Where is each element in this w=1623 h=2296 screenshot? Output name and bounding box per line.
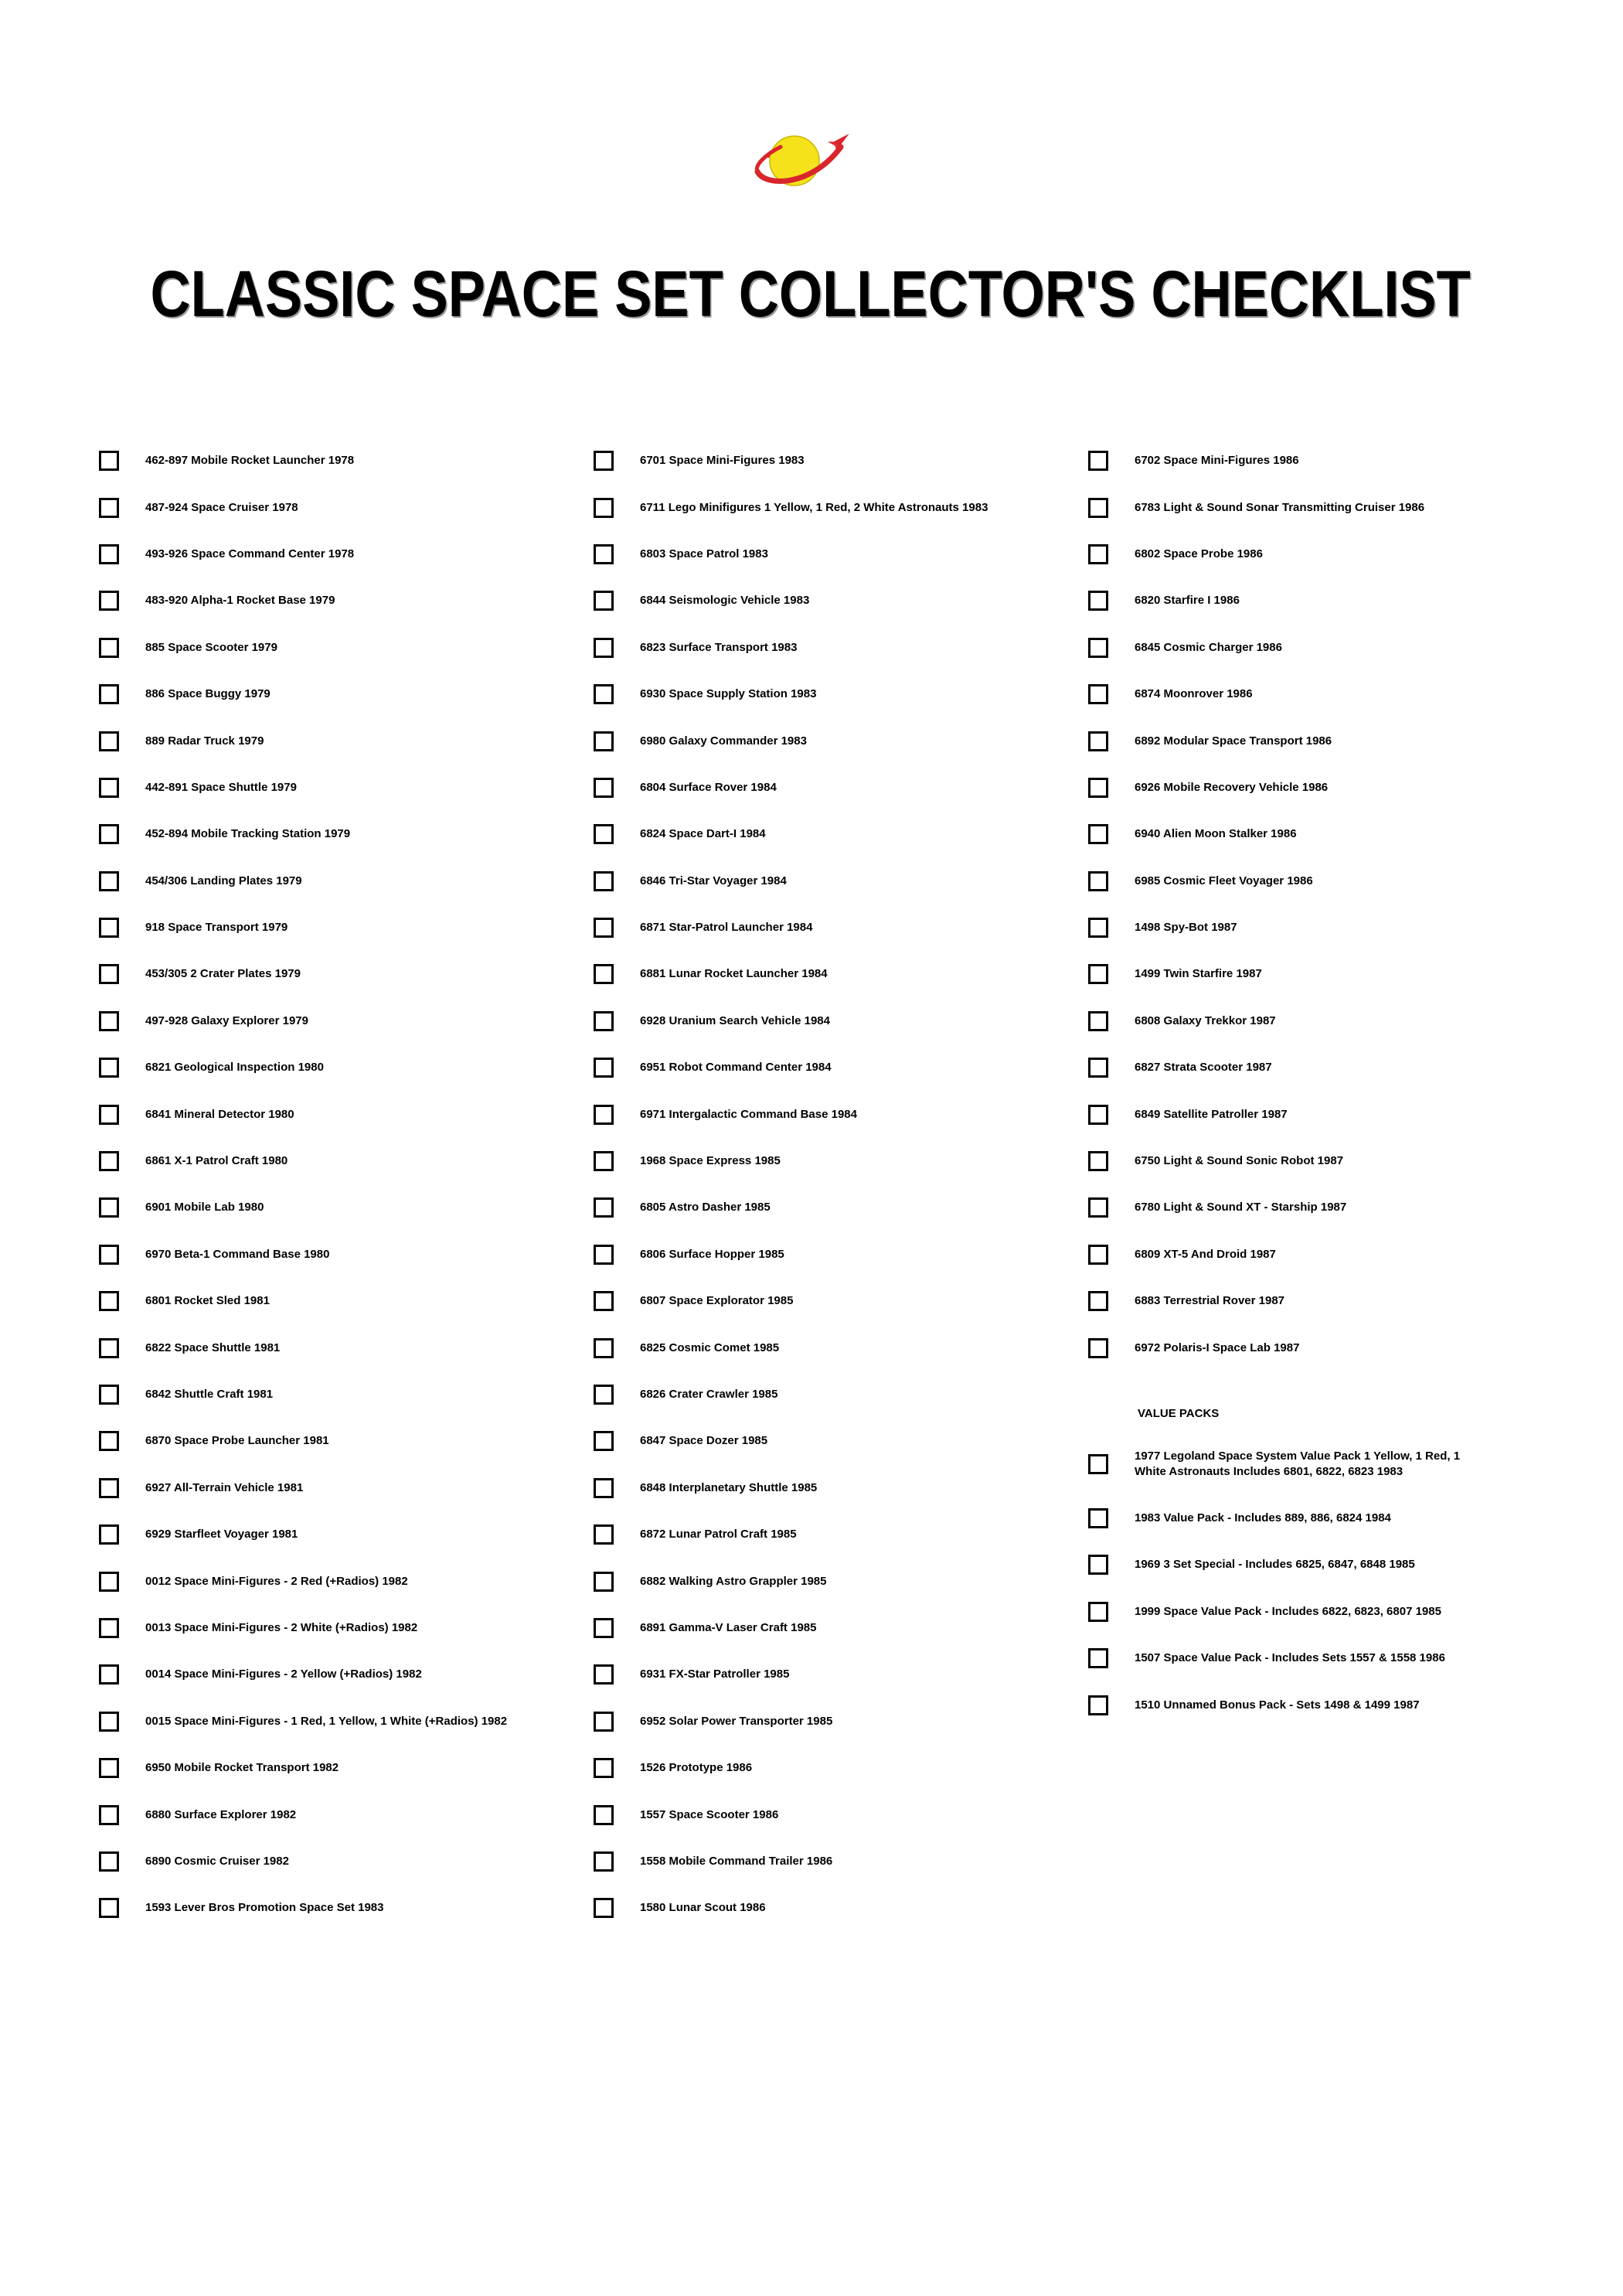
checkbox[interactable] [99, 871, 119, 891]
checklist-item-label: 6882 Walking Astro Grappler 1985 [640, 1574, 827, 1588]
checklist-item [1088, 671, 1567, 717]
checklist-item [594, 1324, 1073, 1371]
checklist-item-label: 6883 Terrestrial Rover 1987 [1135, 1294, 1285, 1308]
checklist-item [594, 625, 1073, 671]
checklist-item [1088, 811, 1567, 857]
checklist-item [99, 484, 578, 530]
checklist-item-label: 6780 Light & Sound XT - Starship 1987 [1135, 1201, 1347, 1214]
checkbox[interactable] [99, 918, 119, 938]
checklist-item [99, 1698, 578, 1745]
checklist-item [99, 1324, 578, 1371]
checklist-item-label: 1969 3 Set Special - Includes 6825, 6847, 6848 1985 [1135, 1558, 1415, 1572]
checkbox[interactable] [1088, 1602, 1108, 1622]
checklist-item-label: 1498 Spy-Bot 1987 [1135, 921, 1237, 935]
checklist-item-label: 6870 Space Probe Launcher 1981 [145, 1434, 329, 1448]
checklist-item-label: 0012 Space Mini-Figures - 2 Red (+Radios) 1982 [145, 1574, 408, 1588]
checklist-item-label: 6980 Galaxy Commander 1983 [640, 734, 807, 748]
checklist-item [99, 438, 578, 484]
checklist-item [1088, 1184, 1567, 1231]
checklist-item [1088, 998, 1567, 1044]
checklist-item [594, 717, 1073, 764]
checkbox[interactable] [99, 964, 119, 984]
checklist-item-label: 6930 Space Supply Station 1983 [640, 687, 817, 701]
checklist-item [1088, 625, 1567, 671]
checkbox[interactable] [99, 1898, 119, 1918]
checklist-item-label: 442-891 Space Shuttle 1979 [145, 780, 297, 794]
checklist-item-label: 1593 Lever Bros Promotion Space Set 1983 [145, 1901, 384, 1915]
checklist-item-label: 0013 Space Mini-Figures - 2 White (+Radios) 1982 [145, 1620, 418, 1634]
checklist-item-label: 1983 Value Pack - Includes 889, 886, 6824 1984 [1135, 1511, 1391, 1524]
checkbox[interactable] [99, 1151, 119, 1171]
classic-space-logo-svg [750, 124, 866, 193]
checklist-item [1088, 1433, 1567, 1495]
checkbox[interactable] [1088, 451, 1108, 471]
checkbox[interactable] [594, 1011, 614, 1031]
checklist-item [594, 1418, 1073, 1464]
checklist-item [99, 1138, 578, 1184]
checklist-item-label: 6927 All-Terrain Vehicle 1981 [145, 1480, 304, 1494]
checkbox[interactable] [594, 871, 614, 891]
checklist-item [99, 1511, 578, 1558]
checkbox[interactable] [99, 1197, 119, 1218]
checklist-item-label: 6805 Astro Dasher 1985 [640, 1201, 771, 1214]
checklist-item [594, 765, 1073, 811]
checklist-item-label: 6821 Geological Inspection 1980 [145, 1061, 324, 1075]
checklist-item-label: 453/305 2 Crater Plates 1979 [145, 967, 301, 981]
checklist-item-label: 6929 Starfleet Voyager 1981 [145, 1528, 298, 1541]
checkbox[interactable] [594, 1291, 614, 1311]
checklist-item [99, 531, 578, 577]
checklist-item-label: 6951 Robot Command Center 1984 [640, 1061, 832, 1075]
checklist-item [99, 1838, 578, 1885]
checkbox[interactable] [1088, 1508, 1108, 1528]
checklist-item [99, 1418, 578, 1464]
checklist-item-label: 6872 Lunar Patrol Craft 1985 [640, 1528, 797, 1541]
checklist-item-label: 6845 Cosmic Charger 1986 [1135, 640, 1282, 654]
checkbox[interactable] [1088, 1058, 1108, 1078]
checklist-item [594, 904, 1073, 951]
checklist-item [99, 811, 578, 857]
checklist-item-label: 462-897 Mobile Rocket Launcher 1978 [145, 454, 355, 468]
checkbox[interactable] [99, 591, 119, 611]
checklist-item-label: 6881 Lunar Rocket Launcher 1984 [640, 967, 828, 981]
checklist-item [1088, 1278, 1567, 1324]
checklist-item [1088, 1681, 1567, 1728]
checklist-item [99, 717, 578, 764]
checklist-item [99, 1465, 578, 1511]
checklist-item-label: 1558 Mobile Command Trailer 1986 [640, 1854, 833, 1868]
checklist-item [594, 1231, 1073, 1278]
checklist-column-1 [99, 438, 578, 1932]
checkbox[interactable] [1088, 1291, 1108, 1311]
checklist-item-label: 6826 Crater Crawler 1985 [640, 1388, 778, 1401]
checklist-item [594, 1838, 1073, 1885]
checkbox[interactable] [594, 1805, 614, 1825]
checklist-item [594, 1791, 1073, 1838]
checkbox[interactable] [1088, 1151, 1108, 1171]
checkbox[interactable] [1088, 778, 1108, 798]
checklist-item [99, 858, 578, 904]
checklist-item [594, 1465, 1073, 1511]
checkbox[interactable] [594, 451, 614, 471]
checklist-item-label: 497-928 Galaxy Explorer 1979 [145, 1013, 308, 1027]
checklist-item [594, 1138, 1073, 1184]
checklist-item-label: 6801 Rocket Sled 1981 [145, 1294, 270, 1308]
checklist-item [594, 1558, 1073, 1604]
checklist-item [1088, 1635, 1567, 1681]
checkbox[interactable] [99, 1291, 119, 1311]
checklist-item-label: 1968 Space Express 1985 [640, 1154, 781, 1168]
checkbox[interactable] [99, 1758, 119, 1778]
checkbox[interactable] [99, 778, 119, 798]
checkbox[interactable] [99, 824, 119, 844]
checkbox[interactable] [1088, 684, 1108, 704]
checklist-item-label: 6823 Surface Transport 1983 [640, 640, 798, 654]
checklist-item [99, 1371, 578, 1418]
checklist-item [1088, 1495, 1567, 1541]
checkbox[interactable] [99, 1105, 119, 1125]
checklist-item [594, 1278, 1073, 1324]
checklist-item [99, 1091, 578, 1137]
checklist-item-label: 6940 Alien Moon Stalker 1986 [1135, 827, 1297, 841]
checklist-item [594, 1044, 1073, 1091]
checklist-item [1088, 1138, 1567, 1184]
checkbox[interactable] [1088, 1695, 1108, 1715]
checklist-item [99, 577, 578, 624]
checklist-item [1088, 438, 1567, 484]
checklist-item [1088, 1044, 1567, 1091]
checkbox[interactable] [99, 731, 119, 751]
checklist-item [594, 531, 1073, 577]
checkbox[interactable] [1088, 731, 1108, 751]
checkbox[interactable] [594, 1664, 614, 1685]
checkbox[interactable] [594, 591, 614, 611]
checkbox[interactable] [1088, 1011, 1108, 1031]
checkbox[interactable] [594, 731, 614, 751]
checklist-item [99, 904, 578, 951]
checkbox[interactable] [594, 1245, 614, 1265]
checkbox[interactable] [1088, 964, 1108, 984]
checklist-column-2 [594, 438, 1073, 1932]
checkbox[interactable] [594, 1898, 614, 1918]
checklist-item-label: 6844 Seismologic Vehicle 1983 [640, 594, 810, 608]
checklist-item [1088, 577, 1567, 624]
checkbox[interactable] [99, 1011, 119, 1031]
checklist-item-label: 1999 Space Value Pack - Includes 6822, 6823, 6807 1985 [1135, 1604, 1441, 1618]
checklist-item [99, 1044, 578, 1091]
checkbox[interactable] [594, 1572, 614, 1592]
checklist-item-label: 6808 Galaxy Trekkor 1987 [1135, 1013, 1276, 1027]
checkbox[interactable] [99, 1431, 119, 1451]
checklist-item [594, 1605, 1073, 1651]
checklist-item [99, 1184, 578, 1231]
checklist-item-label: 886 Space Buggy 1979 [145, 687, 270, 701]
checklist-item-label: 493-926 Space Command Center 1978 [145, 547, 355, 560]
checklist-item [594, 1371, 1073, 1418]
checklist-item-label: 1499 Twin Starfire 1987 [1135, 967, 1262, 981]
checklist-item [594, 811, 1073, 857]
page-title: CLASSIC SPACE SET COLLECTOR'S CHECKLIST [150, 257, 1471, 330]
checkbox[interactable] [594, 918, 614, 938]
checklist-item-label: 6952 Solar Power Transporter 1985 [640, 1714, 833, 1728]
checkbox[interactable] [99, 638, 119, 658]
checklist-item [594, 484, 1073, 530]
checklist-item-label: 6931 FX-Star Patroller 1985 [640, 1667, 790, 1681]
checklist-item [99, 671, 578, 717]
checkbox[interactable] [594, 1058, 614, 1078]
checkbox[interactable] [594, 1385, 614, 1405]
checkbox[interactable] [594, 498, 614, 518]
checkbox[interactable] [1088, 1648, 1108, 1668]
checkbox[interactable] [594, 1478, 614, 1498]
checklist-item [594, 1511, 1073, 1558]
checklist-item-label: 6847 Space Dozer 1985 [640, 1434, 768, 1448]
checklist-item-label: 6711 Lego Minifigures 1 Yellow, 1 Red, 2 White Astronauts 1983 [640, 500, 988, 514]
checkbox[interactable] [1088, 918, 1108, 938]
checkbox[interactable] [1088, 1105, 1108, 1125]
checklist-item [594, 1184, 1073, 1231]
checkbox[interactable] [1088, 498, 1108, 518]
checklist-item-label: 6928 Uranium Search Vehicle 1984 [640, 1013, 830, 1027]
checklist-item-label: 6874 Moonrover 1986 [1135, 687, 1253, 701]
checkbox[interactable] [1088, 544, 1108, 564]
checklist-item [99, 1651, 578, 1698]
checklist-item-label: 6890 Cosmic Cruiser 1982 [145, 1854, 289, 1868]
checklist-item-label: 1510 Unnamed Bonus Pack - Sets 1498 & 1499 1987 [1135, 1698, 1420, 1712]
checklist-item-label: 6824 Space Dart-I 1984 [640, 827, 766, 841]
checklist-item-label: 6846 Tri-Star Voyager 1984 [640, 874, 787, 887]
checklist-item [99, 1231, 578, 1278]
checkbox[interactable] [1088, 1197, 1108, 1218]
checkbox[interactable] [99, 1664, 119, 1685]
checkbox[interactable] [1088, 1245, 1108, 1265]
checklist-item [594, 1885, 1073, 1931]
checkbox[interactable] [1088, 1555, 1108, 1575]
checklist-item-label: 6802 Space Probe 1986 [1135, 547, 1263, 560]
checklist-item [99, 1885, 578, 1931]
checklist-item [1088, 717, 1567, 764]
checklist-item [1088, 531, 1567, 577]
checklist-item-label: 6783 Light & Sound Sonar Transmitting Cruiser 1986 [1135, 500, 1425, 514]
checklist-item-label: 6950 Mobile Rocket Transport 1982 [145, 1761, 339, 1775]
checklist-item-label: 6891 Gamma-V Laser Craft 1985 [640, 1620, 817, 1634]
checkbox[interactable] [1088, 871, 1108, 891]
checklist-item [594, 438, 1073, 484]
checkbox[interactable] [594, 1197, 614, 1218]
checklist-item-label: 6806 Surface Hopper 1985 [640, 1247, 784, 1261]
checklist-item-label: 483-920 Alpha-1 Rocket Base 1979 [145, 594, 335, 608]
checklist-item [594, 1651, 1073, 1698]
checklist-item-label: 6822 Space Shuttle 1981 [145, 1340, 281, 1354]
checkbox[interactable] [594, 544, 614, 564]
checkbox[interactable] [99, 1712, 119, 1732]
checklist-item [594, 1698, 1073, 1745]
checkbox[interactable] [594, 1758, 614, 1778]
checklist-item [594, 1745, 1073, 1791]
checkbox[interactable] [594, 964, 614, 984]
checkbox[interactable] [594, 1105, 614, 1125]
checkbox[interactable] [99, 1478, 119, 1498]
checklist-item [594, 671, 1073, 717]
checklist-item-label: 6841 Mineral Detector 1980 [145, 1107, 294, 1121]
checklist-item-label: 889 Radar Truck 1979 [145, 734, 264, 748]
checklist-item-label: 6849 Satellite Patroller 1987 [1135, 1107, 1288, 1121]
checklist-item-label: 6926 Mobile Recovery Vehicle 1986 [1135, 780, 1329, 794]
checklist-item [594, 951, 1073, 997]
checklist-item [99, 765, 578, 811]
checklist-item-label: 1507 Space Value Pack - Includes Sets 1557 & 1558 1986 [1135, 1651, 1445, 1665]
checklist-item-label: 6871 Star-Patrol Launcher 1984 [640, 921, 813, 935]
checklist-item-label: 487-924 Space Cruiser 1978 [145, 500, 298, 514]
checklist-item-label: 918 Space Transport 1979 [145, 921, 288, 935]
checklist-item-label: 6803 Space Patrol 1983 [640, 547, 768, 560]
checklist-item-label: 6901 Mobile Lab 1980 [145, 1201, 264, 1214]
checklist-item-label: 6880 Surface Explorer 1982 [145, 1807, 297, 1821]
checkbox[interactable] [594, 1524, 614, 1545]
checklist-item-label: 6842 Shuttle Craft 1981 [145, 1388, 274, 1401]
checklist-item [99, 1745, 578, 1791]
checklist-item [1088, 765, 1567, 811]
checklist-item [594, 1091, 1073, 1137]
checkbox[interactable] [99, 1524, 119, 1545]
checklist-item-label: 6825 Cosmic Comet 1985 [640, 1340, 780, 1354]
checklist-item-label: 6848 Interplanetary Shuttle 1985 [640, 1480, 818, 1494]
checkbox[interactable] [1088, 638, 1108, 658]
checkbox[interactable] [594, 638, 614, 658]
checklist-item [1088, 904, 1567, 951]
checklist-item-label: 6807 Space Explorator 1985 [640, 1294, 794, 1308]
checkbox[interactable] [99, 1572, 119, 1592]
checklist-item [1088, 951, 1567, 997]
checklist-item [99, 625, 578, 671]
checkbox[interactable] [594, 1338, 614, 1358]
value-packs-heading: VALUE PACKS [1138, 1406, 1220, 1420]
checklist-item [1088, 1324, 1567, 1371]
checkbox[interactable] [594, 1618, 614, 1638]
checkbox[interactable] [99, 451, 119, 471]
checklist-item-label: 6702 Space Mini-Figures 1986 [1135, 454, 1299, 468]
checklist-item-label: 6972 Polaris-I Space Lab 1987 [1135, 1340, 1300, 1354]
checkbox[interactable] [99, 1058, 119, 1078]
checklist-item-label: 6701 Space Mini-Figures 1983 [640, 454, 805, 468]
checkbox[interactable] [99, 1338, 119, 1358]
checkbox[interactable] [594, 824, 614, 844]
checklist-item-label: 6809 XT-5 And Droid 1987 [1135, 1247, 1276, 1261]
checkbox[interactable] [99, 1618, 119, 1638]
checklist-item-label: 1580 Lunar Scout 1986 [640, 1901, 766, 1915]
checkbox[interactable] [1088, 824, 1108, 844]
checklist-item-label: 0014 Space Mini-Figures - 2 Yellow (+Radios) 1982 [145, 1667, 422, 1681]
checklist-item-label: 885 Space Scooter 1979 [145, 640, 277, 654]
checklist-item [99, 951, 578, 997]
checklist-item [1088, 484, 1567, 530]
checklist-item [1088, 1091, 1567, 1137]
checkbox[interactable] [1088, 1338, 1108, 1358]
checkbox[interactable] [1088, 1454, 1108, 1474]
checkbox[interactable] [594, 1712, 614, 1732]
checklist-item [1088, 1541, 1567, 1588]
checklist-item [594, 577, 1073, 624]
checkbox[interactable] [1088, 591, 1108, 611]
checkbox[interactable] [594, 1851, 614, 1872]
checklist-item [99, 1278, 578, 1324]
checklist-item-label: 1557 Space Scooter 1986 [640, 1807, 779, 1821]
checklist-column-3 [1088, 438, 1567, 1729]
checklist-item [99, 1605, 578, 1651]
checklist-item [99, 1558, 578, 1604]
checkbox[interactable] [594, 778, 614, 798]
checklist-item-label: 6820 Starfire I 1986 [1135, 594, 1240, 608]
checklist-item-label: 6985 Cosmic Fleet Voyager 1986 [1135, 874, 1313, 887]
checklist-item-label: 6804 Surface Rover 1984 [640, 780, 777, 794]
checkbox[interactable] [99, 684, 119, 704]
classic-space-logo-icon [750, 124, 866, 193]
checkbox[interactable] [99, 1385, 119, 1405]
checklist-item [1088, 858, 1567, 904]
checkbox[interactable] [99, 498, 119, 518]
checklist-item-label: 6750 Light & Sound Sonic Robot 1987 [1135, 1154, 1344, 1168]
checklist-item [1088, 1589, 1567, 1635]
checklist-item [1088, 1231, 1567, 1278]
checkbox[interactable] [594, 1431, 614, 1451]
checkbox[interactable] [99, 1805, 119, 1825]
checklist-item-label: 452-894 Mobile Tracking Station 1979 [145, 827, 351, 841]
checklist-item-label: 6971 Intergalactic Command Base 1984 [640, 1107, 857, 1121]
checkbox[interactable] [99, 1851, 119, 1872]
checklist-item [99, 1791, 578, 1838]
checkbox[interactable] [594, 684, 614, 704]
checkbox[interactable] [99, 544, 119, 564]
checklist-item [594, 998, 1073, 1044]
checklist-item-label: 6827 Strata Scooter 1987 [1135, 1061, 1272, 1075]
checklist-item-label: 1977 Legoland Space System Value Pack 1 Yellow, 1 Red, 1 White Astronauts Includes 6801, 6822, 6823 1983 [1135, 1449, 1461, 1478]
checklist-item-label: 454/306 Landing Plates 1979 [145, 874, 302, 887]
checkbox[interactable] [594, 1151, 614, 1171]
checklist-item-label: 6861 X-1 Patrol Craft 1980 [145, 1154, 288, 1168]
checkbox[interactable] [99, 1245, 119, 1265]
checklist-item-label: 6970 Beta-1 Command Base 1980 [145, 1247, 330, 1261]
checklist-item-label: 0015 Space Mini-Figures - 1 Red, 1 Yellow, 1 White (+Radios) 1982 [145, 1714, 508, 1728]
checklist-item [99, 998, 578, 1044]
checklist-item [594, 858, 1073, 904]
checklist-item-label: 6892 Modular Space Transport 1986 [1135, 734, 1332, 748]
checklist-item-label: 1526 Prototype 1986 [640, 1761, 753, 1775]
